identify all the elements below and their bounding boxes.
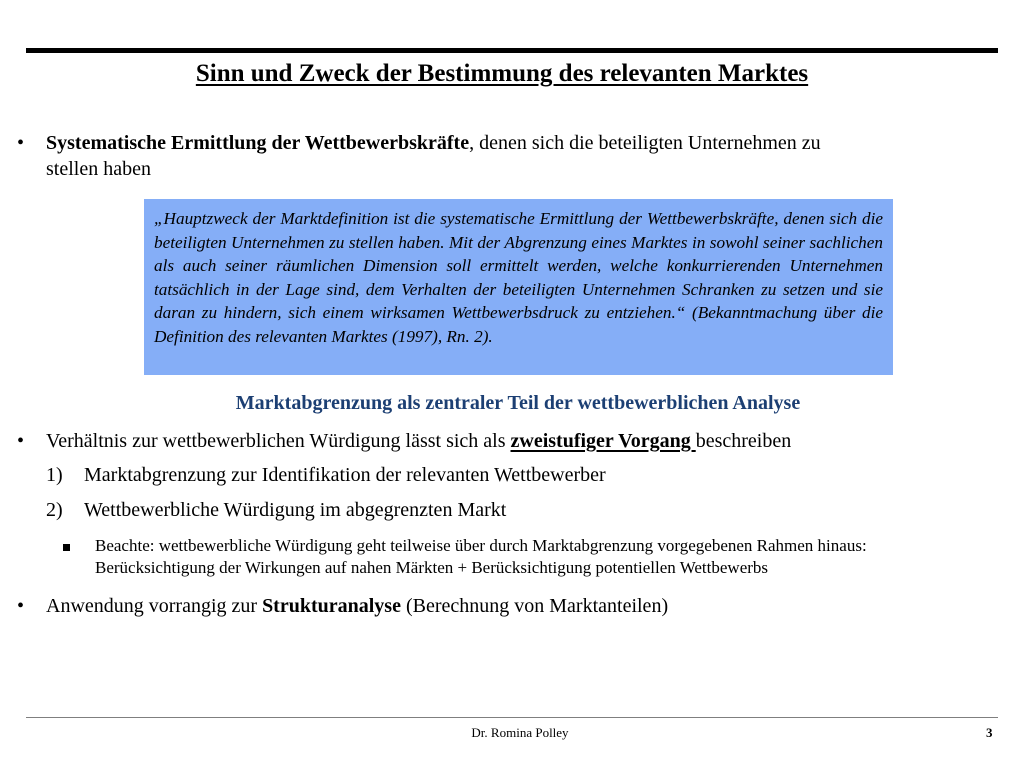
bullet-3-before: Anwendung vorrangig zur: [46, 595, 263, 617]
numbered-item-2-text: Wettbewerbliche Würdigung im abgegrenzten Markt: [84, 499, 507, 521]
numbered-item-2-number: 2): [46, 499, 63, 521]
bullet-2-after: beschreiben: [695, 430, 792, 452]
quote-box: „Hauptzweck der Marktdefinition ist die systematische Ermittlung der Wettbewerbskräfte, denen sich die beteiligten Unternehmen zu stellen haben. Mit der Abgrenzung eines Marktes in sowohl seiner sachlichen als auch seiner räumlichen Dimension soll ermittelt werden, welche konkurrierenden Unternehmen tatsächlich in der Lage sind, dem Verhalten der beteiligten Unternehmen Schranken zu setzen und sie daran zu hindern, sich einem wirksamen Wettbewerbsdruck zu entziehen.“ (Bekanntmachung über die Definition des relevanten Marktes (1997), Rn. 2).: [144, 199, 893, 375]
footer-author: Dr. Romina Polley: [471, 725, 569, 740]
bullet-3-bold: Strukturanalyse: [262, 595, 401, 617]
bullet-glyph-3: •: [17, 595, 25, 617]
section-subheading: Marktabgrenzung als zentraler Teil der wettbewerblichen Analyse: [235, 392, 801, 414]
bullet-glyph-2: •: [17, 430, 25, 452]
bullet-1-bold: Systematische Ermittlung der Wettbewerbskräfte: [46, 132, 470, 154]
bullet-2-text: [46, 428, 986, 454]
numbered-item-1-number: 1): [46, 464, 63, 486]
bullet-glyph-1: •: [17, 132, 25, 154]
bullet-1-text: [46, 130, 946, 182]
bullet-3-after: (Berechnung von Marktanteilen): [400, 595, 669, 617]
bullet-2-before: Verhältnis zur wettbewerblichen Würdigung lässt sich als: [46, 430, 511, 452]
numbered-item-1-text: Marktabgrenzung zur Identifikation der relevanten Wettbewerber: [84, 464, 606, 486]
bullet-3-text: [46, 593, 946, 619]
sub-bullet-text: Beachte: wettbewerbliche Würdigung geht teilweise über durch Marktabgrenzung vorgegebenen Rahmen hinaus: Berücksichtigung der Wirkungen auf nahen Märkten + Berücksichtigung potentiellen Wettbewerbs: [95, 536, 867, 577]
square-bullet-icon: [63, 544, 70, 551]
bullet-1-rest: , denen sich die beteiligten Unternehmen zu: [469, 132, 821, 154]
footer-rule: [26, 717, 998, 718]
bullet-2-emphasis: zweistufiger Vorgang: [510, 430, 696, 452]
top-rule: [26, 48, 998, 53]
slide-title: Sinn und Zweck der Bestimmung des relevanten Marktes: [195, 60, 809, 87]
page-number: 3: [986, 725, 993, 740]
bullet-1-line2: stellen haben: [46, 158, 151, 180]
